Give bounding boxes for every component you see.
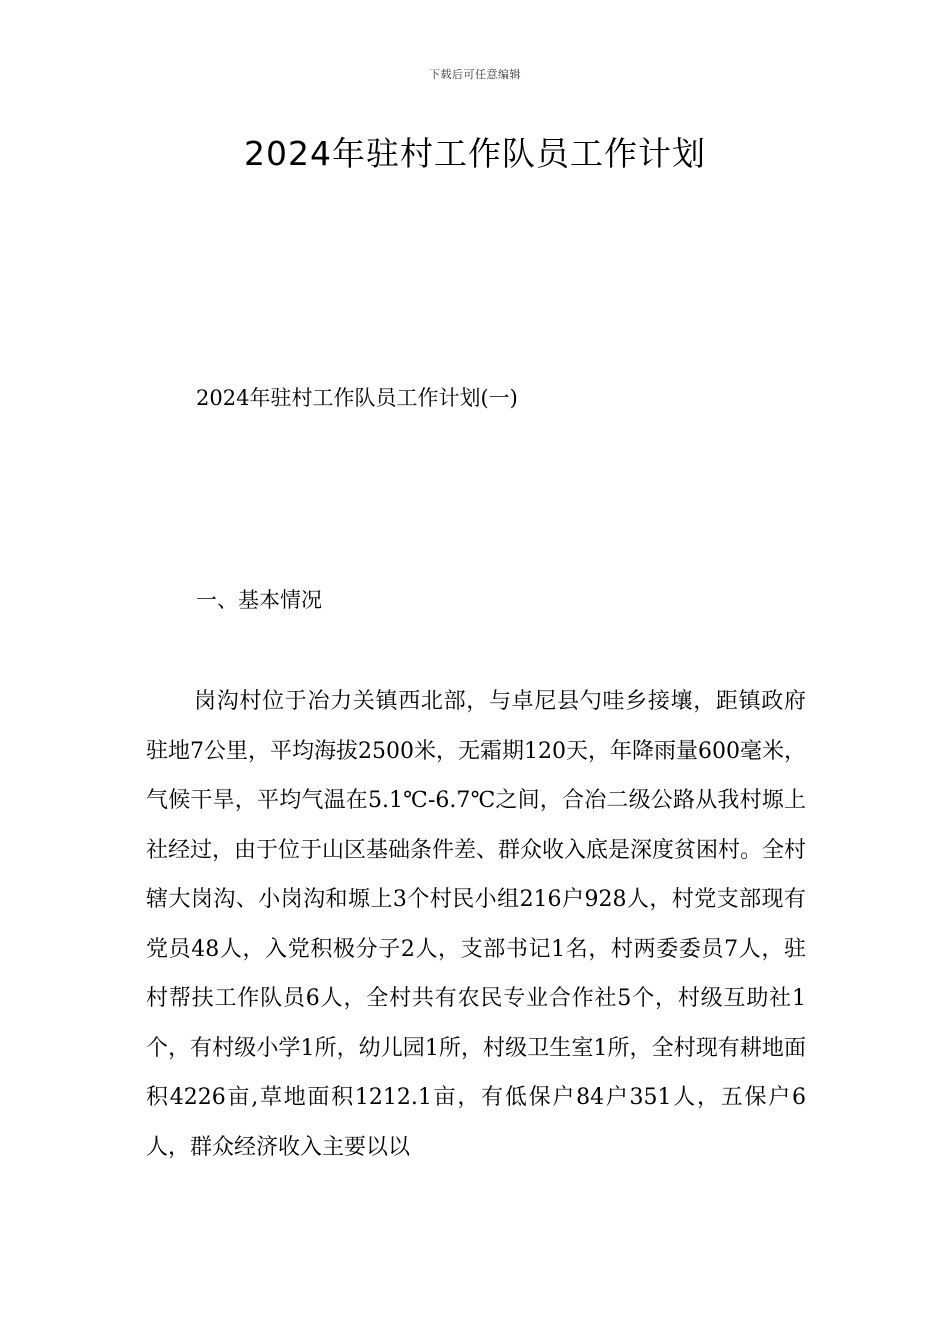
body-paragraph: 岗沟村位于冶力关镇西北部，与卓尼县勺哇乡接壤，距镇政府驻地7公里，平均海拔2500米，无霜期120天，年降雨量600毫米，气候干旱，平均气温在5.1℃-6.7℃之间，合冶二级公路从我村塬上社经过，由于位于山区基础条件差、群众收入底是深度贫困村。全村辖大岗沟、小岗沟和塬上3个村民小组216户928人，村党支部现有党员48人，入党积极分子2人，支部书记1名，村两委委员7人，驻村帮扶工作队员6人，全村共有农民专业合作社5个，村级互助社1个，有村级小学1所，幼儿园1所，村级卫生室1所，全村现有耕地面积4226亩,草地面积1212.1亩，有低保户84户351人，五保户6人，群众经济收入主要以以 xyxy=(146,689,807,1160)
document-title: 2024年驻村工作队员工作计划 xyxy=(244,134,706,173)
header-note: 下载后可任意编辑 xyxy=(429,68,521,81)
document-subtitle: 2024年驻村工作队员工作计划(一) xyxy=(196,386,518,410)
section-heading-basic-situation: 一、基本情况 xyxy=(196,588,322,612)
